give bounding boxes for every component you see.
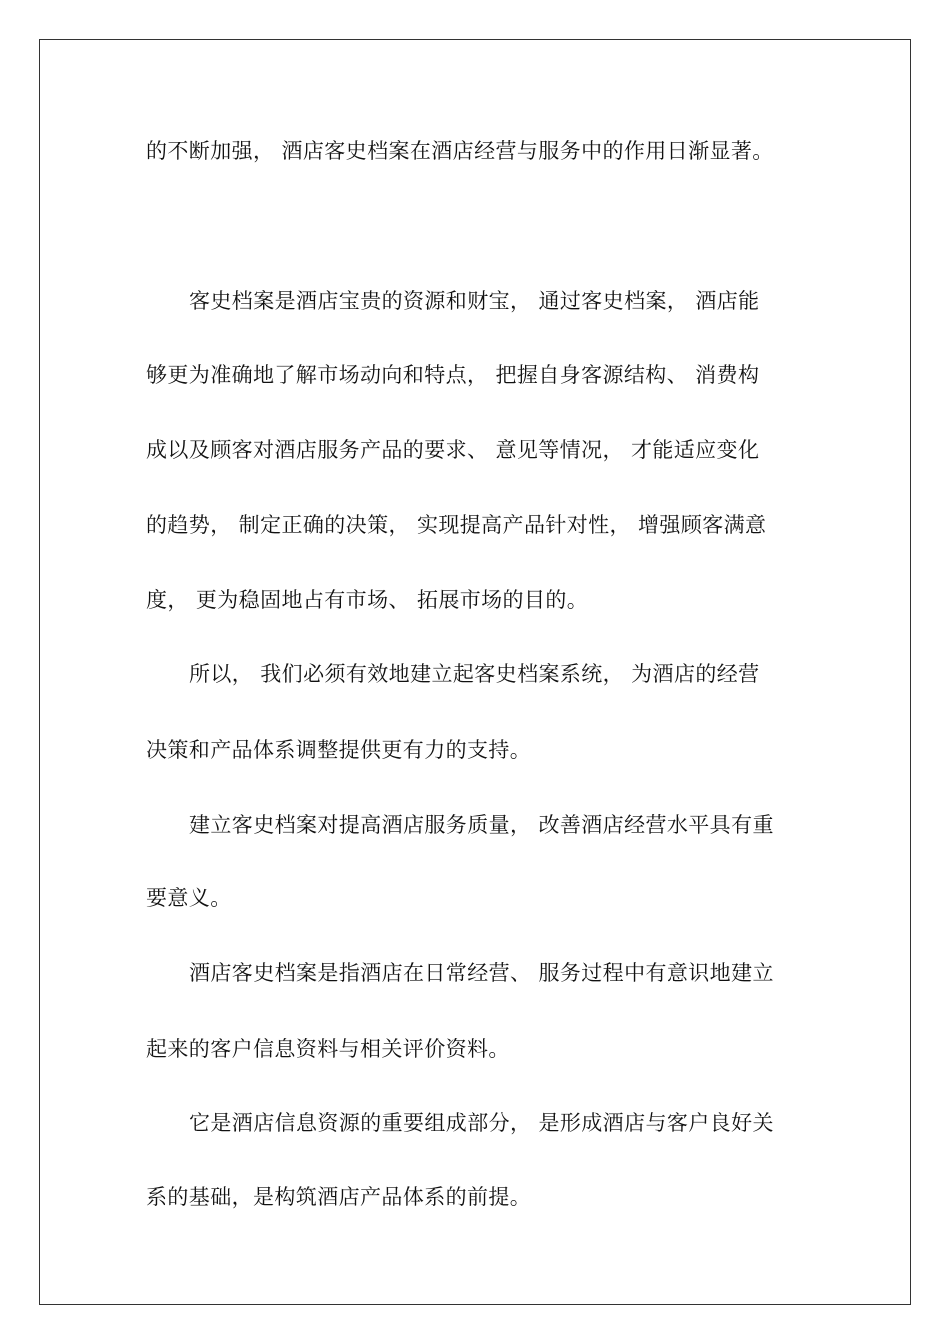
text-line: 系的基础，是构筑酒店产品体系的前提。 [146,1185,532,1209]
text-line: 决策和产品体系调整提供更有力的支持。 [146,738,532,762]
text-line: 度， 更为稳固地占有市场、 拓展市场的目的。 [146,588,589,612]
text-line: 起来的客户信息资料与相关评价资料。 [146,1037,510,1061]
text-line: 的不断加强， 酒店客史档案在酒店经营与服务中的作用日渐显著。 [146,139,774,163]
text-line: 所以， 我们必须有效地建立起客史档案系统， 为酒店的经营 [189,662,760,686]
text-line: 够更为准确地了解市场动向和特点， 把握自身客源结构、 消费构 [146,363,760,387]
text-line: 客史档案是酒店宝贵的资源和财宝， 通过客史档案， 酒店能 [189,289,760,313]
text-line: 的趋势， 制定正确的决策， 实现提高产品针对性， 增强顾客满意 [146,513,767,537]
text-line: 要意义。 [146,886,232,910]
text-line: 建立客史档案对提高酒店服务质量， 改善酒店经营水平具有重 [189,813,774,837]
text-line: 成以及顾客对酒店服务产品的要求、 意见等情况， 才能适应变化 [146,438,760,462]
text-line: 它是酒店信息资源的重要组成部分， 是形成酒店与客户良好关 [189,1111,774,1135]
text-line: 酒店客史档案是指酒店在日常经营、 服务过程中有意识地建立 [189,961,774,985]
